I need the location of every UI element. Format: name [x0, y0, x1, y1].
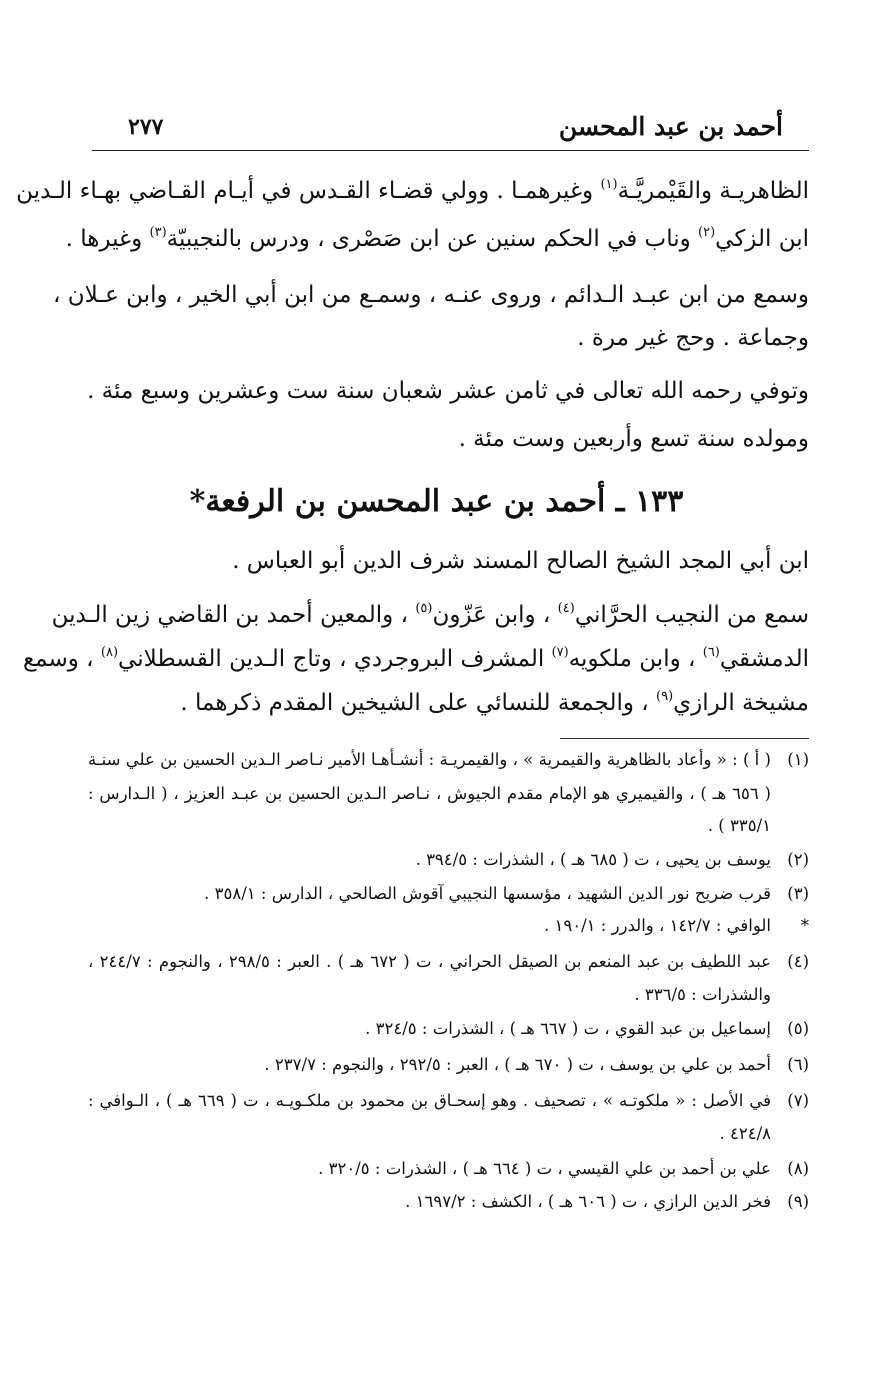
body-line: وسمع من ابن عبـد الـدائم ، وروى عنـه ، وسمـع من ابن أبي الخير ، وابن عـلان ،	[53, 282, 809, 308]
footnote: (٢)يوسف بن يحيى ، ت ( ٦٨٥ هـ ) ، الشذرات : ٣٩٤/٥ .	[415, 850, 809, 869]
body-line: وتوفي رحمه الله تعالى في ثامن عشر شعبان سنة ست وعشرين وسبع مئة .	[87, 378, 809, 404]
footnote-number: (٧)	[787, 1091, 809, 1110]
body-line: ومولده سنة تسع وأربعين وست مئة .	[458, 426, 809, 452]
footnote-ref[interactable]: (٩)	[656, 689, 674, 704]
body-line: ابن الزكي$^{(٢)}$ وناب في الحكم سنين عن ابن صَصْرى ، ودرس بالنجيبيّة$^{(٣)}$ وغيرها .	[65, 225, 809, 252]
footnote-ref[interactable]: (٥)	[415, 601, 433, 616]
running-title: أحمد بن عبد المحسن	[558, 112, 783, 141]
entry-heading: ١٣٣ ـ أحمد بن عبد المحسن بن الرفعة*	[189, 484, 684, 519]
footnote-ref[interactable]: (٢)	[698, 225, 716, 240]
body-line: مشيخة الرازي$^{(٩)}$ ، والجمعة للنسائي على الشيخين المقدم ذكرهما .	[180, 689, 809, 716]
footnote-ref[interactable]: (٣)	[149, 225, 167, 240]
footnote-ref[interactable]: (٤)	[557, 601, 575, 616]
footnote-ref[interactable]: (٨)	[100, 645, 119, 660]
footnote-ref[interactable]: (١)	[600, 177, 618, 192]
footnote-continuation: والشذرات : ٣٣٦/٥ .	[634, 985, 771, 1004]
footnote: (٦)أحمد بن علي بن يوسف ، ت ( ٦٧٠ هـ ) ، العبر : ٢٩٢/٥ ، والنجوم : ٢٣٧/٧ .	[264, 1055, 809, 1074]
header-rule	[92, 150, 809, 151]
body-line: الدمشقي$^{(٦)}$ ، وابن ملكويه$^{(٧)}$ المشرف البروجردي ، وتاج الـدين القسطلاني$^{(٨)}$ ، وسمع	[22, 645, 809, 672]
footnote: *الوافي : ١٤٢/٧ ، والدرر : ١٩٠/١ .	[544, 916, 809, 935]
footnote-number: (٨)	[787, 1159, 809, 1178]
footnote-number: (١)	[787, 750, 809, 769]
page-header	[92, 112, 783, 148]
footnote: (٥)إسماعيل بن عبد القوي ، ت ( ٦٦٧ هـ ) ، الشذرات : ٣٢٤/٥ .	[365, 1019, 809, 1038]
footnote-number: (٩)	[787, 1192, 809, 1211]
footnote-continuation: ٣٣٥/١ ) .	[707, 816, 771, 835]
body-line: الظاهريـة والقَيْمريَّـة$^{(١)}$ وغيرهمـا . وولي قضـاء القـدس في أيـام القـاضي بهـاء الـدين	[16, 177, 809, 204]
footnote-number: (٣)	[787, 884, 809, 903]
footnote: (٩)فخر الدين الرازي ، ت ( ٦٠٦ هـ ) ، الكشف : ١٦٩٧/٢ .	[405, 1192, 809, 1211]
body-line: وجماعة . وحج غير مرة .	[577, 325, 809, 351]
footnote-number: (٥)	[787, 1019, 809, 1038]
footnote-continuation: ٤٢٤/٨ .	[719, 1124, 771, 1143]
footnote: (٤)عبد اللطيف بن عبد المنعم بن الصيقل الحراني ، ت ( ٦٧٢ هـ ) . العبر : ٢٩٨/٥ ، والنجوم : ٢٤٤/٧ ،	[88, 952, 809, 971]
footnote: (٨)علي بن أحمد بن علي القيسي ، ت ( ٦٦٤ هـ ) ، الشذرات : ٣٢٠/٥ .	[318, 1159, 809, 1178]
footnote-ref[interactable]: (٧)	[551, 645, 569, 660]
footnote-continuation: ( ٦٥٦ هـ ) ، والقيميري هو الإمام مقدم الجيوش ، نـاصر الـدين الحسين بن عبـد العزيز ، ( الـدارس :	[88, 784, 771, 803]
footnote-number: (٦)	[787, 1055, 809, 1074]
footnote-number: (٤)	[787, 952, 809, 971]
footnote: (٧)في الأصل : « ملكوتـه » ، تصحيف . وهو إسحـاق بن محمود بن ملكـويـه ، ت ( ٦٦٩ هـ ) ، الـوافي :	[88, 1091, 809, 1110]
footnote-number: (٢)	[787, 850, 809, 869]
body-line: ابن أبي المجد الشيخ الصالح المسند شرف الدين أبو العباس .	[232, 548, 809, 574]
body-line: سمع من النجيب الحرَّاني$^{(٤)}$ ، وابن عَزّون$^{(٥)}$ ، والمعين أحمد بن القاضي زين الـدين	[51, 601, 809, 628]
footnote-rule	[560, 738, 809, 739]
footnote: (١)( أ ) : « وأعاد بالظاهرية والقيمرية » ، والقيمريـة : أنشـأهـا الأمير نـاصر الـدين الحسين بن علي سنـة	[88, 750, 809, 769]
footnote-ref[interactable]: (٦)	[702, 645, 720, 660]
footnote-number: *	[800, 916, 809, 935]
page-number: ٢٧٧	[128, 114, 164, 140]
footnote: (٣)قرب ضريح نور الدين الشهيد ، مؤسسها النجيبي آقوش الصالحي ، الدارس : ٣٥٨/١ .	[204, 884, 809, 903]
